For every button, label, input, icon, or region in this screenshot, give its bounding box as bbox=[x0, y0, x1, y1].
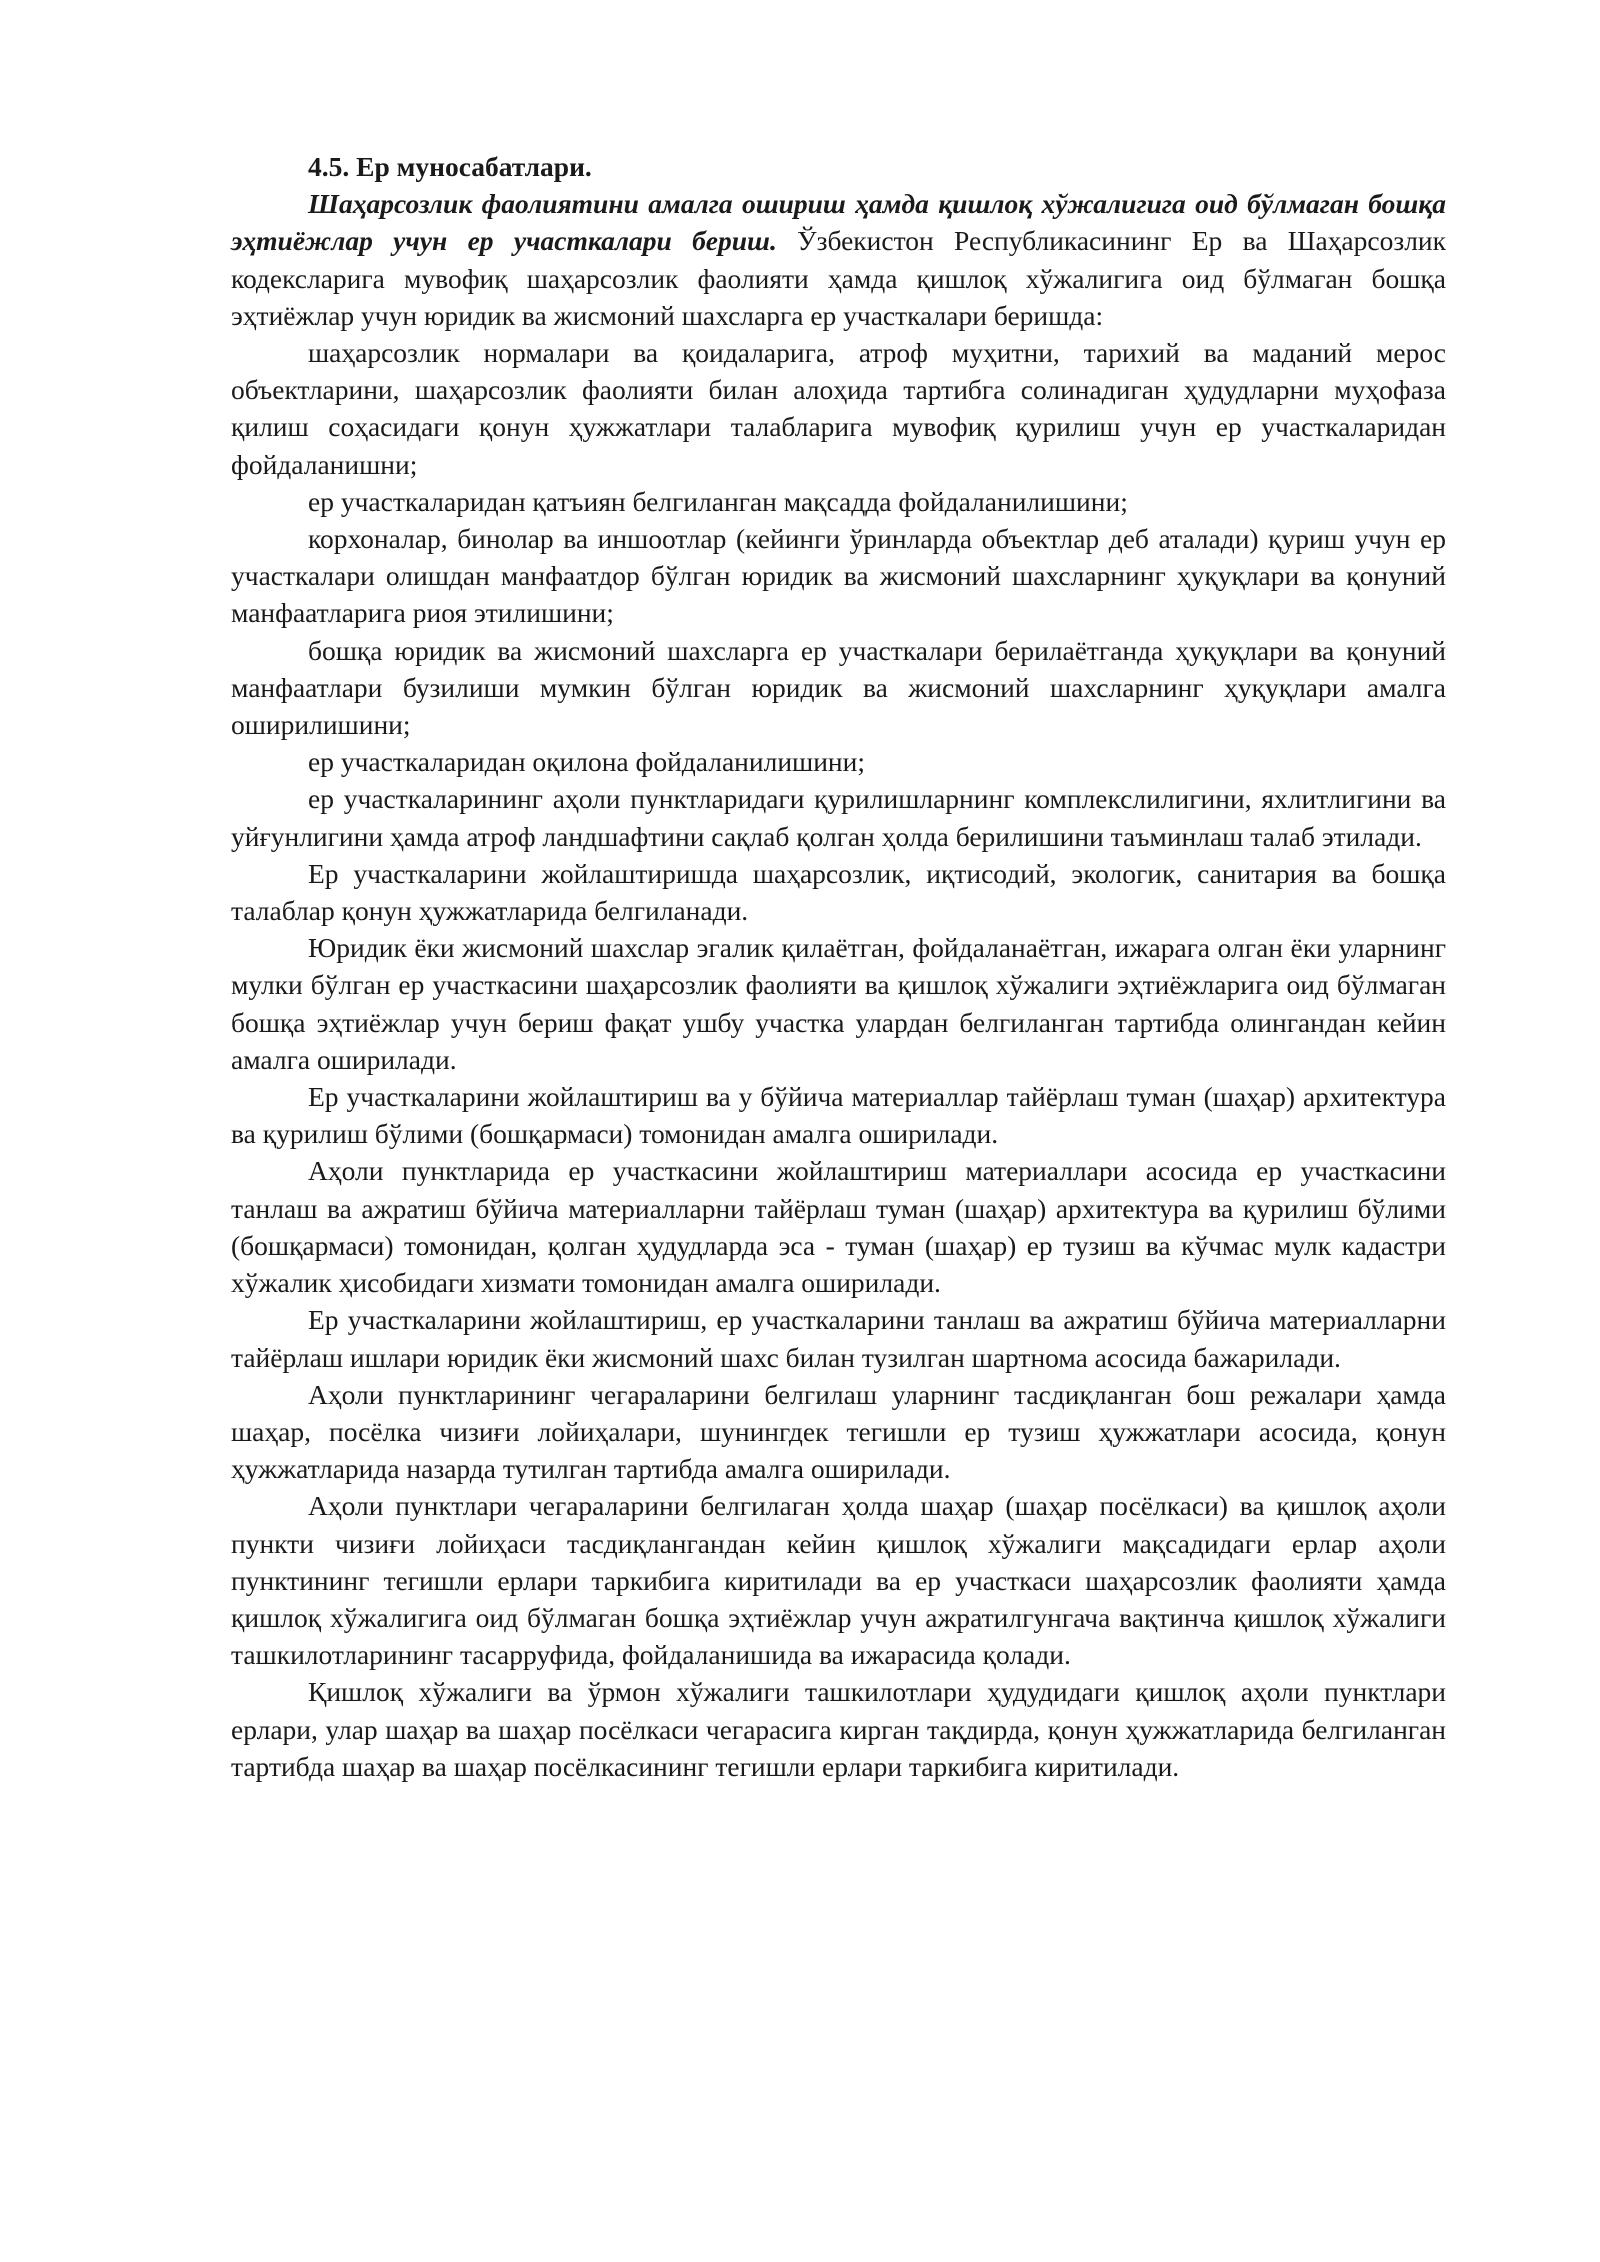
paragraph: Аҳоли пунктларида ер участкасини жойлаштириш материаллари асосида ер участкасини танлаш ва ажратиш бўйича материалларни тайёрлаш туман (шаҳар) архитектура ва қурилиш бўлими (бошқармаси) томонидан, қолган ҳудудларда эса - туман (шаҳар) ер тузиш ва кўчмас мулк кадастри хўжалик ҳисобидаги хизмати томонидан амалга оширилади. bbox=[231, 1155, 1446, 1299]
paragraph: Аҳоли пунктлари чегараларини белгилаган ҳолда шаҳар (шаҳар посёлкаси) ва қишлоқ аҳоли пункти чизиғи лойиҳаси тасдиқлангандан кейин қишлоқ хўжалиги мақсадидаги ерлар аҳоли пунктининг тегишли ерлари таркибига киритилади ва ер участкаси шаҳарсозлик фаолияти ҳамда қишлоқ хўжалигига оид бўлмаган бошқа эҳтиёжлар учун ажратилгунгача вақтинча қишлоқ хўжалиги ташкилотларининг тасарруфида, фойдаланишида ва ижарасида қолади. bbox=[231, 1490, 1446, 1671]
paragraph: шаҳарсозлик нормалари ва қоидаларига, атроф муҳитни, тарихий ва маданий мерос объектларини, шаҳарсозлик фаолияти билан алоҳида тартибга солинадиган ҳудудларни муҳофаза қилиш соҳасидаги қонун ҳужжатлари талабларига мувофиқ қурилиш учун ер участкаларидан фойдаланишни; bbox=[231, 337, 1446, 480]
paragraph: Ер участкаларини жойлаштиришда шаҳарсозлик, иқтисодий, экологик, санитария ва бошқа талаблар қонун ҳужжатларида белгиланади. bbox=[231, 857, 1446, 927]
paragraph: Ер участкаларини жойлаштириш, ер участкаларини танлаш ва ажратиш бўйича материалларни тайёрлаш ишлари юридик ёки жисмоний шахс билан тузилган шартнома асосида бажарилади. bbox=[231, 1304, 1446, 1373]
paragraph: ер участкаларидан қатъиян белгиланган мақсадда фойдаланилишини; bbox=[308, 485, 1128, 517]
paragraph: бошқа юридик ва жисмоний шахсларга ер участкалари берилаётганда ҳуқуқлари ва қонуний манфаатлари бузилиши мумкин бўлган юридик ва жисмоний шахсларнинг ҳуқуқлари амалга оширилишини; bbox=[231, 634, 1446, 741]
paragraph: Юридик ёки жисмоний шахслар эгалик қилаётган, фойдаланаётган, ижарага олган ёки уларнинг мулки бўлган ер участкасини шаҳарсозлик фаолияти ва қишлоқ хўжалиги эҳтиёжларига оид бўлмаган бошқа эҳтиёжлар учун бериш фақат ушбу участка улардан белгиланган тартибда олингандан кейин амалга оширилади. bbox=[231, 932, 1446, 1075]
section-heading: 4.5. Ер муносабатлари. bbox=[308, 151, 592, 182]
paragraph: ер участкаларининг аҳоли пунктларидаги қурилишларнинг комплекслилигини, яхлитлигини ва уйғунлигини ҳамда атроф ландшафтини сақлаб қолган ҳолда берилишини таъминлаш талаб этилади. bbox=[231, 783, 1446, 852]
paragraph: Аҳоли пунктларининг чегараларини белгилаш уларнинг тасдиқланган бош режалари ҳамда шаҳар, посёлка чизиғи лойиҳалари, шунингдек тегишли ер тузиш ҳужжатлари асосида, қонун ҳужжатларида назарда тутилган тартибда амалга оширилади. bbox=[231, 1378, 1446, 1485]
paragraph: Қишлоқ хўжалиги ва ўрмон хўжалиги ташкилотлари ҳудудидаги қишлоқ аҳоли пунктлари ерлари, улар шаҳар ва шаҳар посёлкаси чегарасига кирган тақдирда, қонун ҳужжатларида белгиланган тартибда шаҳар ва шаҳар посёлкасининг тегишли ерлари таркибига киритилади. bbox=[231, 1676, 1446, 1782]
intro-text: Ўзбекистон Республикасининг Ер ва Шаҳарсозлик кодексларига мувофиқ шаҳарсозлик фаолияти ҳамда қишлоқ хўжалигига оид бўлмаган бошқа эҳтиёжлар учун юридик ва жисмоний шахсларга ер участкалари беришда: bbox=[231, 225, 1446, 331]
paragraph: ер участкаларидан оқилона фойдаланилишини; bbox=[308, 746, 866, 778]
subsection-title: Шаҳарсозлик фаолиятини амалга ошириш ҳамда қишлоқ хўжалигига оид бўлмаган бошқа эҳтиёжлар учун ер участкалари бериш. bbox=[231, 188, 1446, 257]
intro-paragraph bbox=[231, 185, 1446, 334]
paragraph: Ер участкаларини жойлаштириш ва у бўйича материаллар тайёрлаш туман (шаҳар) архитектура ва қурилиш бўлими (бошқармаси) томонидан амалга оширилади. bbox=[231, 1081, 1446, 1150]
document-body bbox=[231, 148, 1446, 1785]
paragraph: корхоналар, бинолар ва иншоотлар (кейинги ўринларда объектлар деб аталади) қуриш учун ер участкалари олишдан манфаатдор бўлган юридик ва жисмоний шахсларнинг ҳуқуқлари ва қонуний манфаатларига риоя этилишини; bbox=[231, 523, 1446, 629]
